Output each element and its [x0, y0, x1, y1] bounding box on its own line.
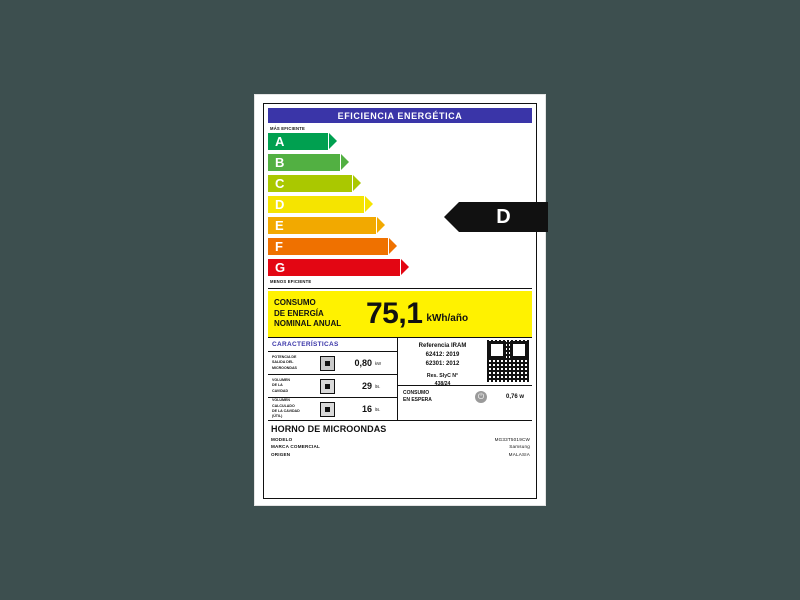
cavity-volume-icon — [316, 379, 338, 394]
label-header-title: EFICIENCIA ENERGÉTICA — [337, 110, 463, 121]
standby-label-line2: EN ESPERA — [403, 397, 432, 403]
efficiency-class-row — [268, 237, 532, 257]
power-standby-icon: ⏻ — [475, 391, 487, 403]
most-efficient-label: MÁS EFICIENTE — [270, 126, 305, 131]
characteristics-right — [398, 338, 532, 420]
product-info-row — [271, 452, 530, 457]
rating-marker-body — [459, 202, 548, 232]
product-field-value: MALASIA — [508, 451, 530, 457]
characteristics-left — [268, 338, 398, 420]
product-field-key: ORIGEN — [271, 451, 291, 457]
annual-consumption-label — [268, 298, 366, 330]
qr-code — [487, 340, 529, 382]
annual-consumption-value: 75,1 — [366, 297, 423, 330]
consumption-label-line1: CONSUMO — [274, 297, 316, 307]
desc-line: VOLUMEN — [272, 377, 290, 382]
annual-consumption-block — [268, 291, 532, 337]
reference-block — [398, 338, 532, 385]
characteristics-section — [268, 337, 532, 420]
class-letter-b: B — [275, 155, 285, 171]
desc-line: CALCULADO — [272, 403, 295, 408]
consumption-label-line3: NOMINAL ANUAL — [274, 319, 342, 329]
class-letter-d: D — [275, 197, 285, 213]
desc-line: (ÚTIL) — [272, 414, 283, 419]
desc-line: SALIDA DEL — [272, 360, 294, 365]
reference-text — [398, 338, 487, 385]
desc-line: DE LA CAVIDAD — [272, 409, 300, 413]
consumption-label-line2: DE ENERGÍA — [274, 308, 324, 318]
efficiency-class-row — [268, 174, 532, 194]
product-field-value: MG33T5019CW — [494, 436, 530, 442]
characteristic-row — [268, 397, 397, 420]
rating-letter: D — [496, 205, 511, 228]
efficiency-class-row — [268, 258, 532, 278]
standby-label-line1: CONSUMO — [403, 390, 430, 396]
standby-label — [398, 390, 465, 404]
desc-line: POTENCIA DE — [272, 354, 297, 359]
efficiency-class-row — [268, 153, 532, 173]
characteristic-row — [268, 351, 397, 374]
annual-consumption-unit: kWh/año — [426, 313, 469, 324]
characteristic-value: 16 — [361, 404, 372, 414]
label-header — [268, 108, 532, 123]
energy-label-border — [263, 103, 537, 499]
characteristic-desc — [268, 398, 316, 420]
characteristic-row — [268, 374, 397, 397]
product-field-key: MODELO — [271, 436, 293, 442]
class-letter-a: A — [275, 134, 285, 150]
characteristic-value: 0,80 — [354, 358, 372, 368]
energy-label-card — [255, 95, 545, 505]
product-info-row — [271, 444, 530, 449]
product-info-row — [271, 437, 530, 442]
reference-line2: 62412: 2019 — [425, 352, 460, 358]
product-info — [268, 420, 532, 457]
characteristic-unit: lts. — [375, 383, 381, 389]
usable-volume-icon — [316, 402, 338, 417]
class-letter-e: E — [275, 218, 284, 234]
resolution-line2: 438/24 — [434, 380, 451, 387]
desc-line: CAVIDAD — [272, 388, 289, 393]
product-field-key: MARCA COMERCIAL — [271, 444, 321, 449]
class-letter-c: C — [275, 176, 285, 192]
rating-marker — [443, 202, 548, 232]
class-letter-f: F — [275, 239, 283, 255]
efficiency-class-row — [268, 132, 532, 152]
reference-line3: 62301: 2012 — [425, 361, 460, 367]
product-title: HORNO DE MICROONDAS — [271, 424, 387, 434]
characteristic-desc — [268, 378, 316, 394]
desc-line: VOLUMEN — [272, 398, 290, 403]
standby-value: 0,76 w — [505, 394, 524, 400]
efficiency-scale — [268, 126, 532, 286]
least-efficient-label: MENOS EFICIENTE — [270, 279, 312, 284]
reference-line1: Referencia IRAM — [418, 343, 467, 349]
characteristic-value: 29 — [361, 381, 372, 391]
characteristics-title: CARACTERÍSTICAS — [272, 341, 339, 348]
scale-divider — [268, 288, 532, 289]
characteristic-unit: kW — [375, 360, 382, 366]
resolution-line1: Res. SIyC N° — [426, 373, 459, 379]
characteristic-desc — [268, 355, 316, 371]
desc-line: MICROONDAS — [272, 365, 297, 370]
characteristic-unit: lts. — [375, 406, 381, 412]
microwave-power-icon — [316, 356, 338, 371]
class-letter-g: G — [275, 260, 286, 276]
product-field-value: Samsung — [509, 444, 530, 449]
desc-line: DE LA — [272, 383, 283, 388]
